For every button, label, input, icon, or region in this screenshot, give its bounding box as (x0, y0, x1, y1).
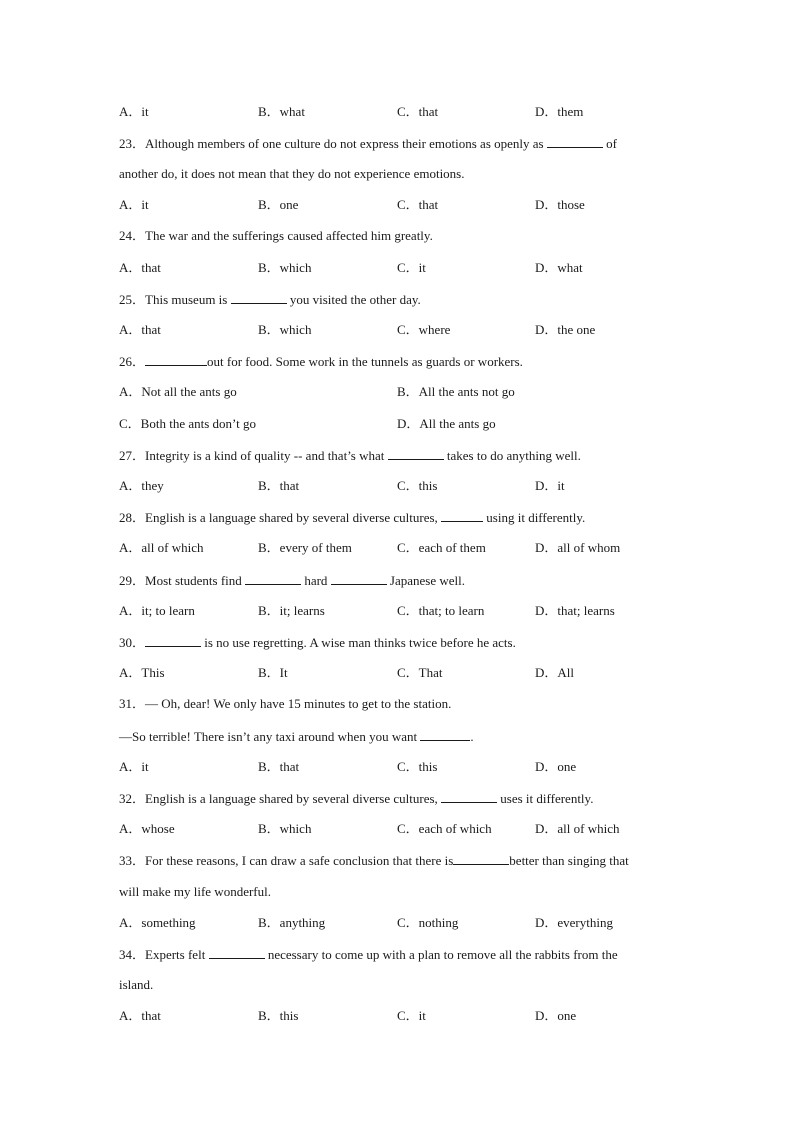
option-b: B．every of them (258, 540, 352, 555)
answer-blank (547, 134, 603, 148)
answer-blank (145, 352, 207, 366)
option-b: B．It (258, 665, 288, 680)
question-number: 25． (119, 292, 146, 307)
answer-blank (145, 633, 201, 647)
option-a: A．that (119, 260, 161, 275)
option-d: D．that; learns (535, 603, 615, 618)
option-c: C．That (397, 665, 443, 680)
question-stem: 30． is no use regretting. A wise man thinks twice before he acts. (119, 635, 516, 650)
question-number: 27． (119, 448, 146, 463)
question-stem-continuation: another do, it does not mean that they do not experience emotions. (119, 166, 465, 181)
option-a: A．it (119, 197, 149, 212)
option-b: B．which (258, 322, 312, 337)
answer-blank (231, 290, 287, 304)
question-number: 29． (119, 573, 146, 588)
question-number: 33． (119, 853, 146, 868)
answer-blank (388, 446, 444, 460)
option-d: D．everything (535, 915, 613, 930)
question-stem: 29．Most students find hard Japanese well. (119, 573, 466, 588)
answer-blank (441, 789, 497, 803)
question-number: 23． (119, 136, 146, 151)
question-stem-continuation: will make my life wonderful. (119, 884, 271, 899)
option-a: A．that (119, 322, 161, 337)
question-stem-continuation: island. (119, 977, 154, 992)
dialogue-reply: —So terrible! There isn’t any taxi around when you want . (119, 729, 474, 744)
option-b: B．it; learns (258, 603, 325, 618)
question-number: 28． (119, 510, 146, 525)
question-stem: 34．Experts felt necessary to come up with a plan to remove all the rabbits from the (119, 947, 618, 962)
option-a: A．it; to learn (119, 603, 195, 618)
option-c: C．Both the ants don’t go (119, 416, 256, 431)
answer-blank (420, 727, 470, 741)
option-c: C．this (397, 759, 438, 774)
option-b: B．one (258, 197, 299, 212)
question-number: 24． (119, 228, 146, 243)
option-d: D．one (535, 759, 577, 774)
question-number: 30． (119, 635, 146, 650)
option-d: D．them (535, 104, 584, 119)
option-c: C．nothing (397, 915, 459, 930)
option-d: D．All the ants go (397, 416, 496, 431)
option-c: C．each of which (397, 821, 492, 836)
option-b: B．All the ants not go (397, 384, 515, 399)
option-b: B．that (258, 759, 300, 774)
option-b: B．this (258, 1008, 299, 1023)
option-d: D．those (535, 197, 585, 212)
option-d: D．what (535, 260, 583, 275)
question-number: 26． (119, 354, 146, 369)
option-d: D．all of whom (535, 540, 621, 555)
question-stem: 33．For these reasons, I can draw a safe conclusion that there is better than singing that (119, 853, 629, 868)
option-b: B．which (258, 821, 312, 836)
question-stem: 31．— Oh, dear! We only have 15 minutes to get to the station. (119, 696, 452, 711)
option-a: A．something (119, 915, 196, 930)
option-c: C．that; to learn (397, 603, 485, 618)
question-stem: 23．Although members of one culture do not express their emotions as openly as of (119, 136, 617, 151)
question-stem: 32．English is a language shared by several diverse cultures, uses it differently. (119, 791, 594, 806)
option-c: C．it (397, 1008, 426, 1023)
option-d: D．All (535, 665, 575, 680)
answer-blank-1 (245, 571, 301, 585)
option-c: C．that (397, 197, 439, 212)
question-stem: 26． out for food. Some work in the tunnels as guards or workers. (119, 354, 523, 369)
question-number: 34． (119, 947, 146, 962)
question-stem: 28．English is a language shared by several diverse cultures, using it differently. (119, 510, 586, 525)
option-b: B．what (258, 104, 305, 119)
option-a: A．it (119, 104, 149, 119)
option-b: B．that (258, 478, 300, 493)
answer-blank-2 (331, 571, 387, 585)
question-number: 31． (119, 696, 146, 711)
option-d: D．one (535, 1008, 577, 1023)
option-a: A．all of which (119, 540, 204, 555)
option-a: A．they (119, 478, 164, 493)
answer-blank (441, 508, 483, 522)
option-d: D．all of which (535, 821, 620, 836)
option-c: C．each of them (397, 540, 486, 555)
option-c: C．that (397, 104, 439, 119)
answer-blank (453, 851, 509, 865)
question-number: 32． (119, 791, 146, 806)
option-d: D．it (535, 478, 565, 493)
option-a: A．that (119, 1008, 161, 1023)
option-a: A．Not all the ants go (119, 384, 237, 399)
answer-blank (209, 945, 265, 959)
option-b: B．which (258, 260, 312, 275)
option-a: A．it (119, 759, 149, 774)
question-stem: 25．This museum is you visited the other day. (119, 292, 421, 307)
option-c: C．it (397, 260, 426, 275)
option-b: B．anything (258, 915, 326, 930)
question-stem: 27．Integrity is a kind of quality -- and that’s what takes to do anything well. (119, 448, 581, 463)
option-a: A．This (119, 665, 165, 680)
option-c: C．where (397, 322, 451, 337)
option-c: C．this (397, 478, 438, 493)
option-d: D．the one (535, 322, 596, 337)
option-a: A．whose (119, 821, 175, 836)
question-stem: 24．The war and the sufferings caused affected him greatly. (119, 228, 433, 243)
